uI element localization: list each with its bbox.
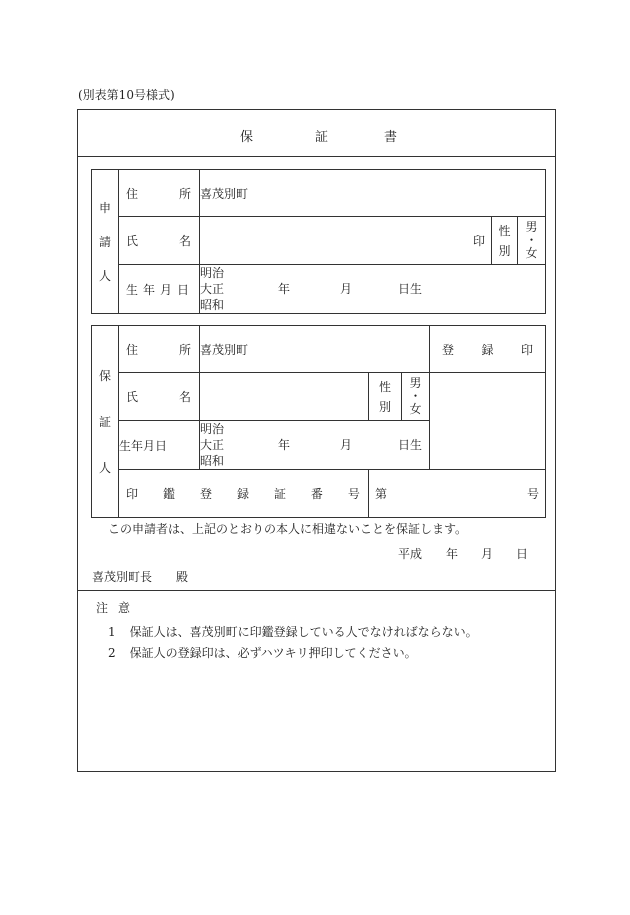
applicant-address-field[interactable]: 喜茂別町: [200, 170, 546, 217]
notes-title: 注 意: [96, 601, 131, 615]
addressee: 喜茂別町長 殿: [92, 570, 189, 584]
guarantor-birth-label: 生年月日: [119, 421, 200, 470]
guarantor-birth-field[interactable]: 明治 大正 昭和 年 月 日生: [200, 421, 430, 470]
guarantor-sex-options[interactable]: 男 ・ 女: [402, 373, 430, 421]
date-month: 月: [481, 547, 494, 561]
title-divider: [78, 156, 555, 157]
applicant-birth-field[interactable]: 明治 大正 昭和 年 月 日生: [200, 265, 546, 314]
applicant-sex-options[interactable]: 男 ・ 女: [518, 217, 546, 265]
form-frame: [77, 109, 556, 772]
document-title: [78, 110, 555, 156]
applicant-birth-label: 生 年 月 日: [119, 265, 200, 314]
guarantor-side-label: 保 証 人: [92, 326, 119, 518]
title-char: 書: [384, 130, 398, 145]
notes-divider: [78, 590, 555, 591]
date-era: 平成: [398, 547, 423, 561]
guarantor-name-field[interactable]: [200, 373, 369, 421]
applicant-name-label: 氏 名: [119, 217, 200, 265]
registered-seal-box[interactable]: [430, 373, 546, 470]
date-year: 年: [446, 547, 459, 561]
applicant-name-field[interactable]: [200, 217, 492, 265]
applicant-address-label: 住 所: [119, 170, 200, 217]
applicant-side-label: 申 請 人: [92, 170, 119, 314]
registered-seal-label: 登 録 印: [430, 326, 546, 373]
guarantor-name-label: 氏 名: [119, 373, 200, 421]
date-day: 日: [516, 547, 529, 561]
seal-mark: 印: [472, 234, 485, 248]
guarantor-address-label: 住 所: [119, 326, 200, 373]
note-item: 1 保証人は、喜茂別町に印鑑登録している人でなければならない。: [108, 625, 478, 639]
applicant-sex-label: 性 別: [492, 217, 518, 265]
guarantor-address-field[interactable]: 喜茂別町: [200, 326, 430, 373]
title-char: 保: [240, 130, 254, 145]
seal-cert-number-label: 印 鑑 登 録 証 番 号: [119, 470, 369, 518]
guarantor-table: [91, 325, 546, 518]
guarantor-sex-label: 性 別: [369, 373, 402, 421]
title-char: 証: [315, 130, 329, 145]
form-number-note: (別表第10号様式): [78, 88, 175, 102]
certification-statement: この申請者は、上記のとおりの本人に相違ないことを保証します。: [108, 522, 468, 536]
note-item: 2 保証人の登録印は、必ずハツキリ押印してください。: [108, 646, 417, 660]
seal-cert-number-field[interactable]: 第 号: [369, 470, 546, 518]
applicant-table: [91, 169, 546, 314]
